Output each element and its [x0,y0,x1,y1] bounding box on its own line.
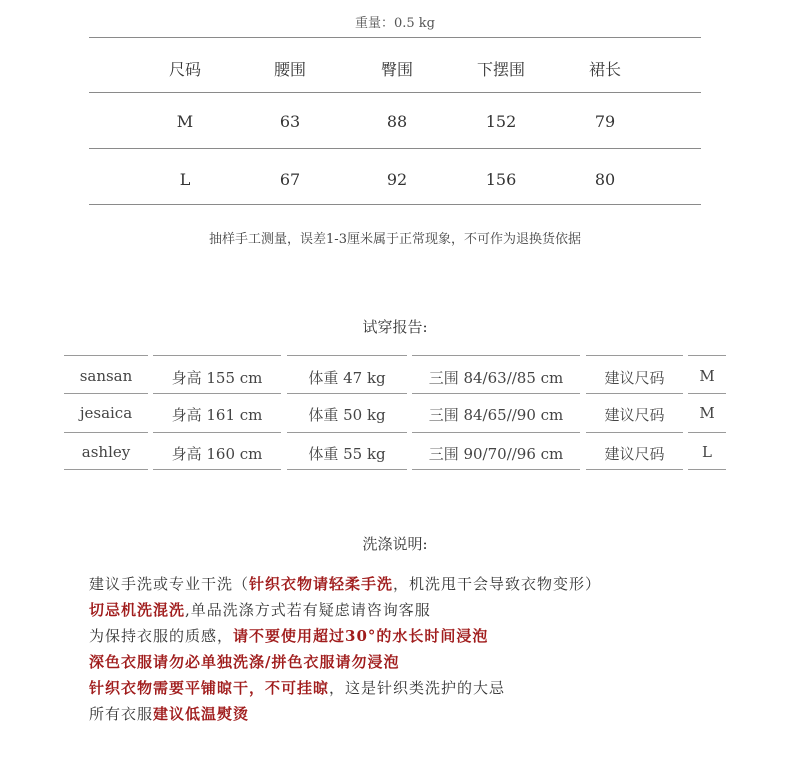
tryon-rule [153,469,281,470]
wash-line: 建议手洗或专业干洗（针织衣物请轻柔手洗，机洗甩干会导致衣物变形） [89,575,602,593]
tryon-measurements: 三围 84/63//85 cm [428,369,564,387]
tryon-recommend-size: M [699,404,715,422]
size-cell: 79 [594,112,616,131]
tryon-rule [412,355,580,356]
tryon-rule [586,393,683,394]
tryon-height: 身高 155 cm [171,369,263,387]
size-header-hip: 臀围 [380,60,413,79]
wash-line: 所有衣服建议低温熨烫 [89,705,250,723]
size-cell: M [176,112,194,131]
size-cell: 92 [386,170,408,189]
size-cell: 88 [386,112,408,131]
tryon-weight: 体重 55 kg [308,445,386,463]
size-cell: 152 [485,112,517,131]
tryon-weight: 体重 47 kg [308,369,386,387]
size-cell: 63 [279,112,301,131]
tryon-rule [586,355,683,356]
tryon-rule [153,432,281,433]
tryon-measurements: 三围 84/65//90 cm [428,406,564,424]
wash-title: 洗涤说明: [362,535,428,553]
tryon-rule [412,469,580,470]
tryon-weight: 体重 50 kg [308,406,386,424]
tryon-rule [688,432,726,433]
tryon-height: 身高 161 cm [171,406,263,424]
tryon-rule [64,432,148,433]
tryon-rule [287,469,407,470]
tryon-recommend-size: L [702,443,712,461]
wash-line: 针织衣物需要平铺晾干，不可挂晾，这是针织类洗护的大忌 [89,679,506,697]
size-header-waist: 腰围 [273,60,306,79]
table-rule [89,148,701,149]
size-cell: 67 [279,170,301,189]
tryon-recommend-label: 建议尺码 [604,369,665,387]
measurement-note: 抽样手工测量，误差1-3厘米属于正常现象，不可作为退换货依据 [209,232,581,247]
wash-line: 深色衣服请勿必单独洗涤/拼色衣服请勿浸泡 [89,653,400,671]
tryon-rule [287,393,407,394]
tryon-height: 身高 160 cm [171,445,263,463]
size-cell: L [179,170,191,189]
tryon-rule [412,393,580,394]
tryon-rule [586,432,683,433]
tryon-rule [287,432,407,433]
size-header-length: 裙长 [588,60,621,79]
tryon-recommend-label: 建议尺码 [604,445,665,463]
tryon-rule [688,393,726,394]
tryon-rule [287,355,407,356]
size-cell: 156 [485,170,517,189]
tryon-title: 试穿报告: [362,318,428,336]
tryon-rule [64,469,148,470]
tryon-rule [586,469,683,470]
wash-line: 切忌机洗混洗,单品洗涤方式若有疑虑请咨询客服 [89,601,431,619]
product-weight: 重量：0.5 kg [354,16,435,31]
size-header-size: 尺码 [168,60,201,79]
wash-line: 为保持衣服的质感，请不要使用超过30°的水长时间浸泡 [89,627,489,645]
tryon-rule [153,355,281,356]
tryon-name: ashley [81,443,131,461]
tryon-recommend-label: 建议尺码 [604,406,665,424]
tryon-rule [688,355,726,356]
tryon-recommend-size: M [699,367,715,385]
tryon-rule [153,393,281,394]
tryon-rule [688,469,726,470]
tryon-rule [64,355,148,356]
tryon-measurements: 三围 90/70//96 cm [428,445,564,463]
tryon-rule [412,432,580,433]
size-cell: 80 [594,170,616,189]
size-header-hem: 下摆围 [476,60,525,79]
tryon-name: jesaica [79,404,133,422]
table-rule [89,37,701,38]
table-rule [89,204,701,205]
tryon-name: sansan [79,367,133,385]
table-rule [89,92,701,93]
tryon-rule [64,393,148,394]
